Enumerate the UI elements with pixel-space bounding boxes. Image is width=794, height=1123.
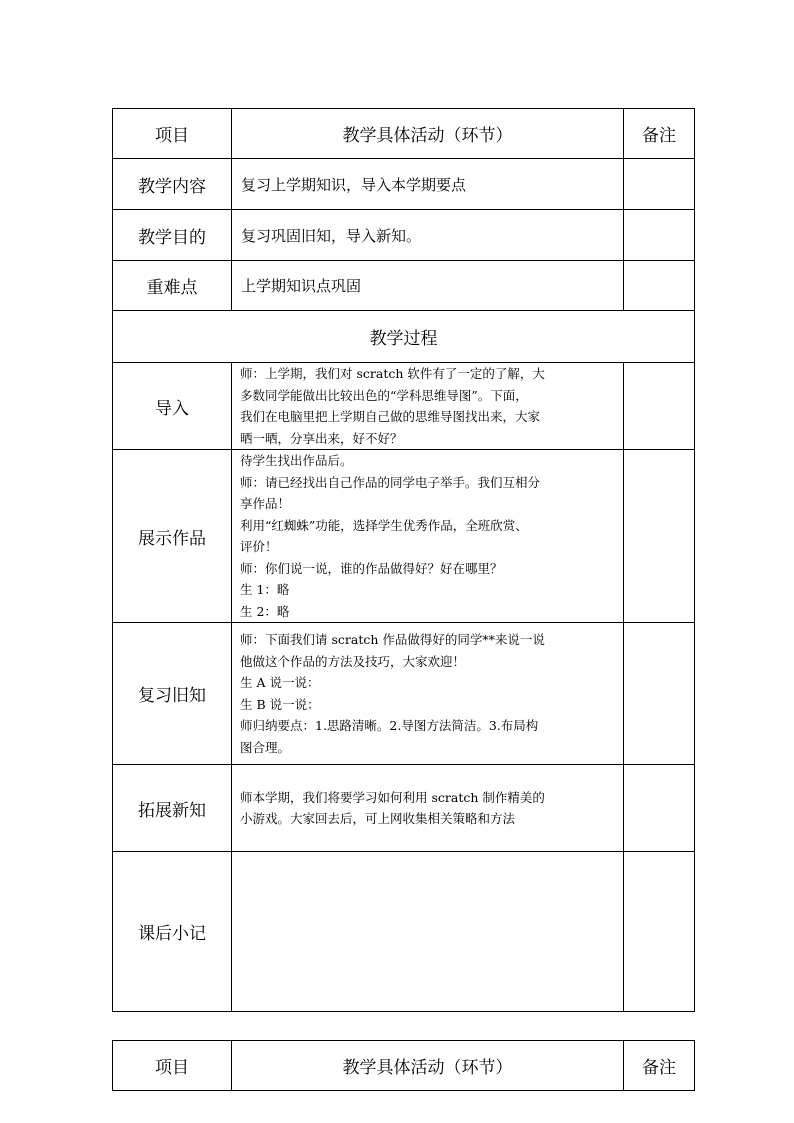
show-line: 生 1：略 [240,582,290,597]
review-note [624,623,695,765]
header-item: 项目 [113,1041,232,1091]
content-label: 教学内容 [113,159,232,210]
extend-line: 小游戏。大家回去后，可上网收集相关策略和方法 [240,811,516,826]
show-line: 利用“红蜘蛛”功能，选择学生优秀作品，全班欣赏、 [240,517,528,533]
intro-note [624,363,695,450]
show-note [624,450,695,623]
extend-line: 师本学期，我们将要学习如何利用 scratch 制作精美的 [240,789,545,805]
review-line: 生 A 说一说： [240,675,320,690]
show-line: 评价！ [240,539,278,554]
after-note [624,852,695,1012]
show-line: 生 2：略 [240,603,290,619]
goal-label: 教学目的 [113,210,232,261]
after-label: 课后小记 [113,852,232,1012]
show-line: 师：请已经找出自己作品的同学电子举手。我们互相分 [240,474,541,490]
header-note: 备注 [624,1041,695,1091]
review-line: 图合理。 [240,739,291,755]
header-activity: 教学具体活动（环节） [232,1041,624,1091]
row-process-title [113,311,695,363]
intro-label: 导入 [113,363,232,450]
header-item: 项目 [113,109,232,159]
row-difficulty [113,261,695,311]
goal-note [624,210,695,261]
table-header-row [113,109,695,159]
show-text [232,450,624,623]
lesson-plan-table [112,108,695,1012]
review-label: 复习旧知 [113,623,232,765]
extend-text [232,765,624,852]
row-review [113,623,695,765]
difficulty-label: 重难点 [113,261,232,311]
row-show [113,450,695,623]
show-line: 享作品！ [240,496,291,511]
extend-label: 拓展新知 [113,765,232,852]
extend-note [624,765,695,852]
review-line: 生 B 说一说： [240,696,320,712]
intro-line: 我们在电脑里把上学期自己做的思维导图找出来，大家 [240,409,541,424]
difficulty-text: 上学期知识点巩固 [232,261,624,311]
review-text [232,623,624,765]
lesson-plan-table-next [112,1040,695,1091]
intro-line: 多数同学能做出比较出色的“学科思维导图”。下面， [240,387,528,403]
row-intro [113,363,695,450]
row-after [113,852,695,1012]
difficulty-note [624,261,695,311]
header-activity: 教学具体活动（环节） [232,109,624,159]
review-line: 师归纳要点：1.思路清晰。2.导图方法简洁。3.布局构 [240,718,539,733]
process-title: 教学过程 [113,311,695,363]
after-text [232,852,624,1012]
show-label: 展示作品 [113,450,232,623]
intro-line: 师：上学期，我们对 scratch 软件有了一定的了解，大 [240,366,545,381]
table-header-row [113,1041,695,1091]
goal-text: 复习巩固旧知，导入新知。 [232,210,624,261]
row-content [113,159,695,210]
header-note: 备注 [624,109,695,159]
review-line: 他做这个作品的方法及技巧，大家欢迎！ [240,653,466,669]
content-note [624,159,695,210]
intro-text [232,363,624,450]
show-line: 师：你们说一说，谁的作品做得好？好在哪里？ [240,560,503,576]
row-extend [113,765,695,852]
review-line: 师：下面我们请 scratch 作品做得好的同学**来说一说 [240,632,545,647]
content-text: 复习上学期知识，导入本学期要点 [232,159,624,210]
row-goal [113,210,695,261]
show-line: 待学生找出作品后。 [240,453,353,468]
intro-line: 晒一晒，分享出来，好不好？ [240,430,403,446]
